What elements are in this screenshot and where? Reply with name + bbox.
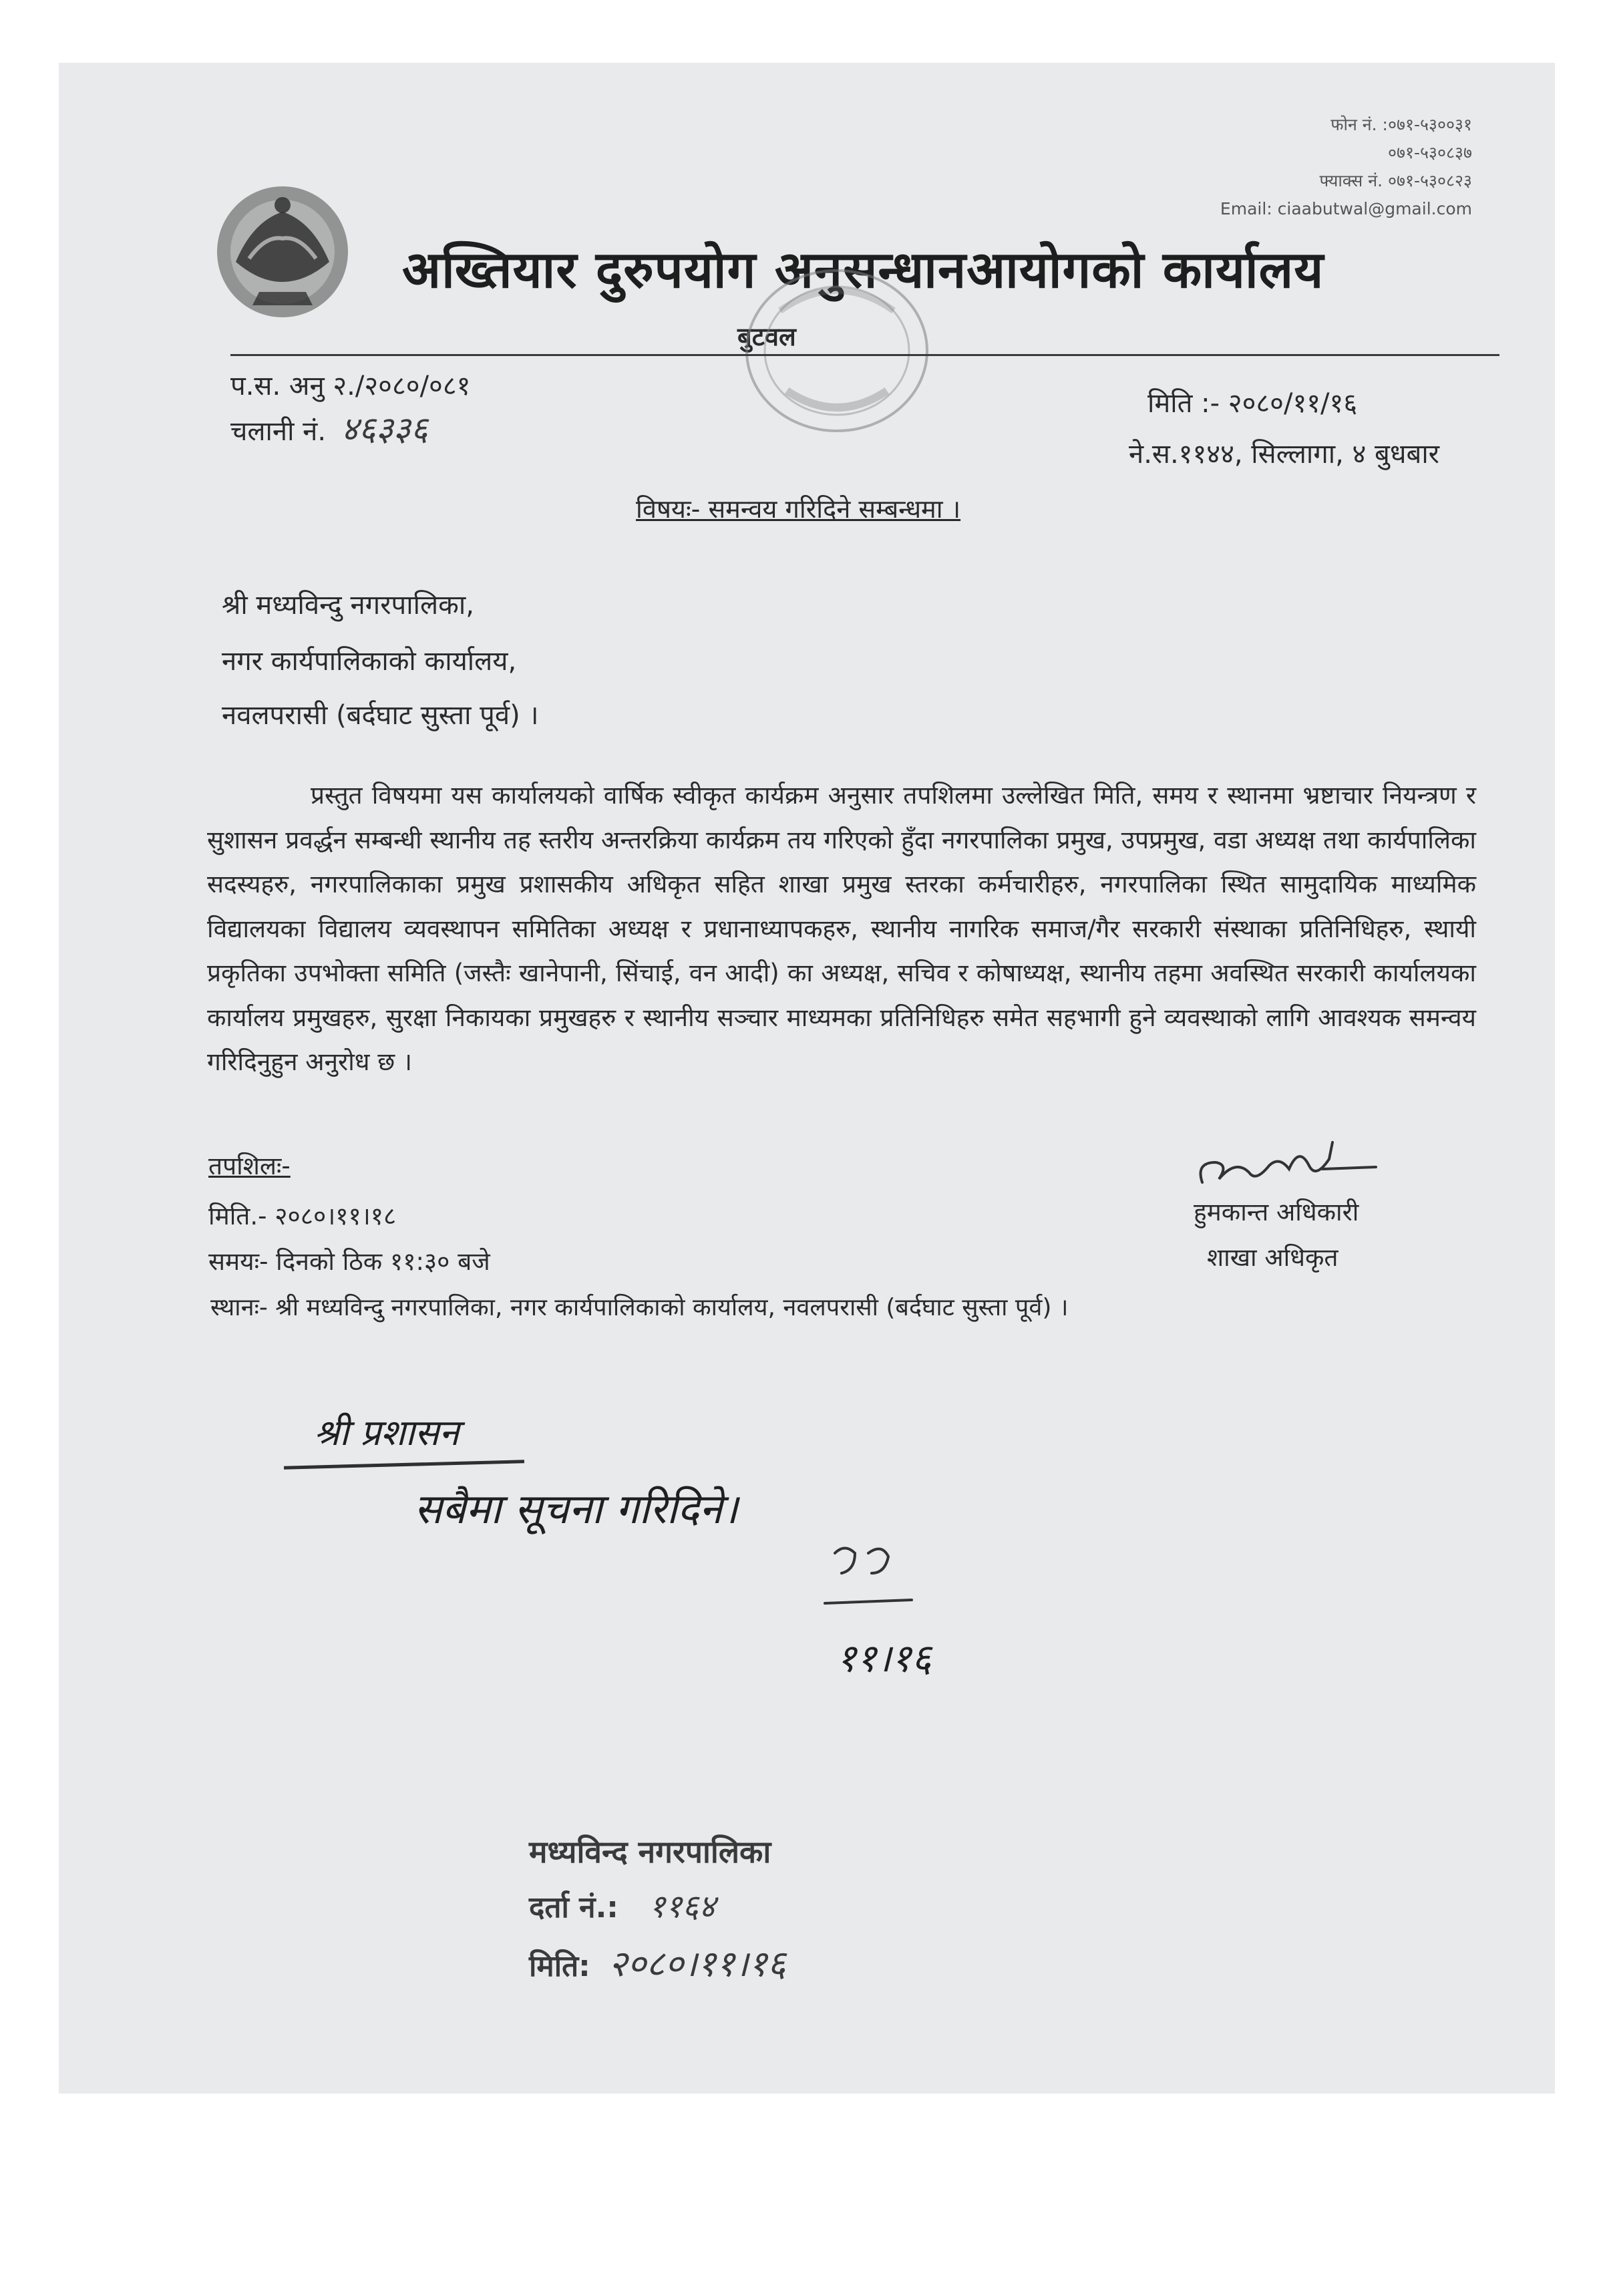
contact-block [1220, 111, 1472, 223]
addressee-line-2: नगर कार्यपालिकाको कार्यालय, [222, 646, 517, 677]
tapsil-place: स्थानः- श्री मध्यविन्दु नगरपालिका, नगर कार्यपालिकाको कार्यालय, नवलपरासी (बर्दघाट सुस्ता पूर्व) । [210, 1294, 1069, 1321]
handwritten-initial-date: ११।१६ [836, 1635, 932, 1681]
chalani-label: चलानी नं. [230, 416, 327, 447]
letter-body [207, 774, 1476, 1085]
phone-line-1: फोन नं. :०७१-५३००३१ [1330, 115, 1472, 134]
patra-sankhya: प.स. अनु २./२०८०/०८१ [230, 371, 471, 401]
fax-line: फ्याक्स नं. ०७१-५३०८२३ [1319, 171, 1472, 190]
phone-line-2: ०७१-५३०८३७ [1387, 143, 1472, 162]
registration-date-value: २०८०।११।१६ [608, 1943, 786, 1985]
darta-number: ११६४ [649, 1888, 716, 1925]
office-round-stamp [740, 264, 934, 438]
registration-date-row [529, 1937, 786, 1987]
letter-subject: विषयः- समन्वय गरिदिने सम्बन्धमा । [636, 494, 961, 524]
office-name-heading: अख्तियार दुरुपयोग अनुसन्धानआयोगको कार्यालय [402, 240, 1324, 299]
signatory-designation: शाखा अधिकृत [1207, 1243, 1338, 1272]
registration-darta-row [529, 1884, 715, 1927]
signatory-name: हुमकान्त अधिकारी [1194, 1198, 1359, 1226]
chalani-number: ४६३३६ [341, 409, 428, 448]
handwritten-note-line-1: श्री प्रशासन [314, 1412, 460, 1454]
tapsil-heading: तपशिलः- [208, 1152, 291, 1180]
nepal-sambat-date: ने.स.११४४, सिल्लागा, ४ बुधबार [1129, 439, 1440, 470]
darta-label: दर्ता नं.: [529, 1891, 618, 1925]
addressee-line-1: श्री मध्यविन्दु नगरपालिका, [222, 590, 474, 621]
office-location: बुटवल [737, 322, 796, 351]
handwritten-note-line-2: सबैमा सूचना गरिदिने। [414, 1484, 738, 1533]
email-line: Email: ciaabutwal@gmail.com [1220, 199, 1472, 218]
tapsil-time: समयः- दिनको ठिक ११:३० बजे [208, 1247, 490, 1276]
initial-scribble [818, 1540, 918, 1613]
registration-date-label: मिति: [529, 1949, 590, 1983]
addressee-line-3: नवलपरासी (बर्दघाट सुस्ता पूर्व) । [222, 700, 539, 731]
registration-office: मध्यविन्द नगरपालिका [529, 1834, 771, 1870]
header-divider [230, 354, 1499, 356]
letter-date: मिति :- २०८०/११/१६ [1147, 388, 1358, 419]
body-paragraph: प्रस्तुत विषयमा यस कार्यालयको वार्षिक स्वीकृत कार्यक्रम अनुसार तपशिलमा उल्लेखित मिति, समय र स्थानमा भ्रष्टाचार नियन्त्रण र सुशासन प्रवर्द्धन सम्बन्धी स्थानीय तह स्तरीय अन्तरक्रिया कार्यक्रम तय गरिएको हुँदा नगरपालिका प्रमुख, उपप्रमुख, वडा अध्यक्ष तथा कार्यपालिका सदस्यहरु, नगरपालिकाका प्रमुख प्रशासकीय अधिकृत सहित शाखा प्रमुख स्तरका कर्मचारीहरु, नगरपालिका स्थित सामुदायिक माध्यमिक विद्यालयका विद्यालय व्यवस्थापन समितिका अध्यक्ष र प्रधानाध्यापकहरु, स्थानीय नागरिक समाज/गैर सरकारी संस्थाका प्रतिनिधिहरु, स्थायी प्रकृतिका उपभोक्ता समिति (जस्तैः खानेपानी, सिंचाई, वन आदी) का अध्यक्ष, सचिव र कोषाध्यक्ष, स्थानीय तहमा अवस्थित सरकारी कार्यालयका कार्यालय प्रमुखहरु, सुरक्षा निकायका प्रमुखहरु र स्थानीय सञ्चार माध्यमका प्रतिनिधिहरु समेत सहभागी हुने व्यवस्थाको लागि आवश्यक समन्वय गरिदिनुहुन अनुरोध छ । [207, 781, 1476, 1076]
nepal-emblem-logo [212, 182, 353, 322]
tapsil-date: मिति.- २०८०।११।१८ [208, 1202, 397, 1231]
chalani-row [230, 405, 428, 450]
